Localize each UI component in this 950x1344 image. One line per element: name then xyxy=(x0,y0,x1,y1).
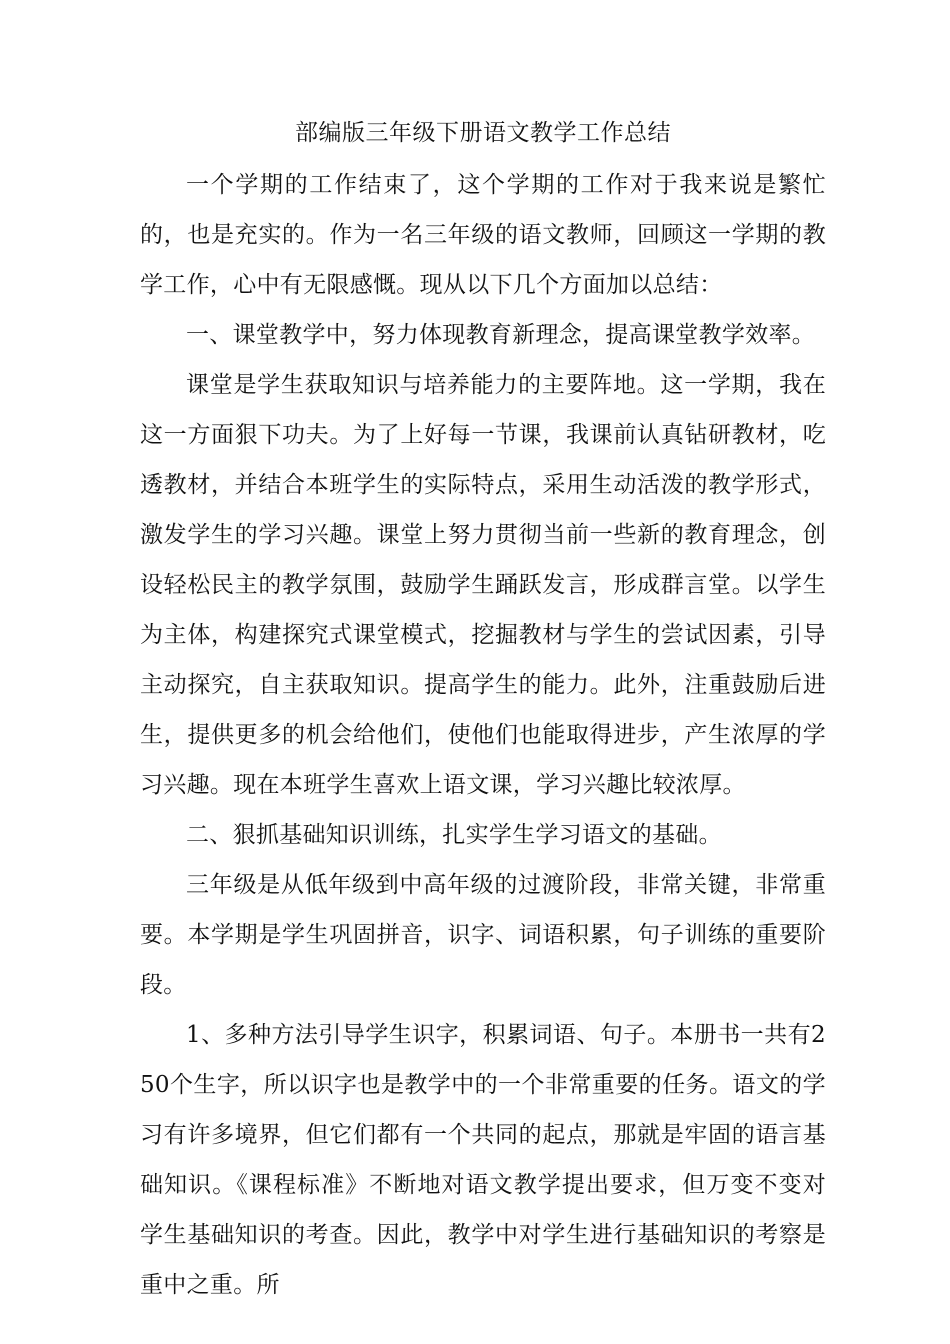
document-title: 部编版三年级下册语文教学工作总结 xyxy=(295,120,671,146)
document-body xyxy=(140,112,826,1310)
paragraph-intro: 一个学期的工作结束了，这个学期的工作对于我来说是繁忙的，也是充实的。作为一名三年级的语文教师，回顾这一学期的教学工作，心中有无限感慨。现从以下几个方面加以总结： xyxy=(140,172,826,298)
paragraph-classroom-teaching: 课堂是学生获取知识与培养能力的主要阵地。这一学期，我在这一方面狠下功夫。为了上好每一节课，我课前认真钻研教材，吃透教材，并结合本班学生的实际特点，采用生动活泼的教学形式，激发学生的学习兴趣。课堂上努力贯彻当前一些新的教育理念，创设轻松民主的教学氛围，鼓励学生踊跃发言，形成群言堂。以学生为主体，构建探究式课堂模式，挖掘教材与学生的尝试因素，引导主动探究，自主获取知识。提高学生的能力。此外，注重鼓励后进生，提供更多的机会给他们，使他们也能取得进步，产生浓厚的学习兴趣。现在本班学生喜欢上语文课，学习兴趣比较浓厚。 xyxy=(140,372,826,798)
paragraph-grade-three-stage: 三年级是从低年级到中高年级的过渡阶段，非常关键，非常重要。本学期是学生巩固拼音，识字、词语积累，句子训练的重要阶段。 xyxy=(140,872,826,998)
paragraph-literacy-methods: 1、多种方法引导学生识字，积累词语、句子。本册书一共有250个生字，所以识字也是教学中的一个非常重要的任务。语文的学习有许多境界，但它们都有一个共同的起点，那就是牢固的语言基础知识。《课程标准》不断地对语文教学提出要求，但万变不变对学生基础知识的考查。因此，教学中对学生进行基础知识的考察是重中之重。所 xyxy=(140,1022,826,1298)
section-heading-2: 二、狠抓基础知识训练，扎实学生学习语文的基础。 xyxy=(186,822,722,848)
section-heading-1: 一、课堂教学中，努力体现教育新理念，提高课堂教学效率。 xyxy=(186,322,816,348)
